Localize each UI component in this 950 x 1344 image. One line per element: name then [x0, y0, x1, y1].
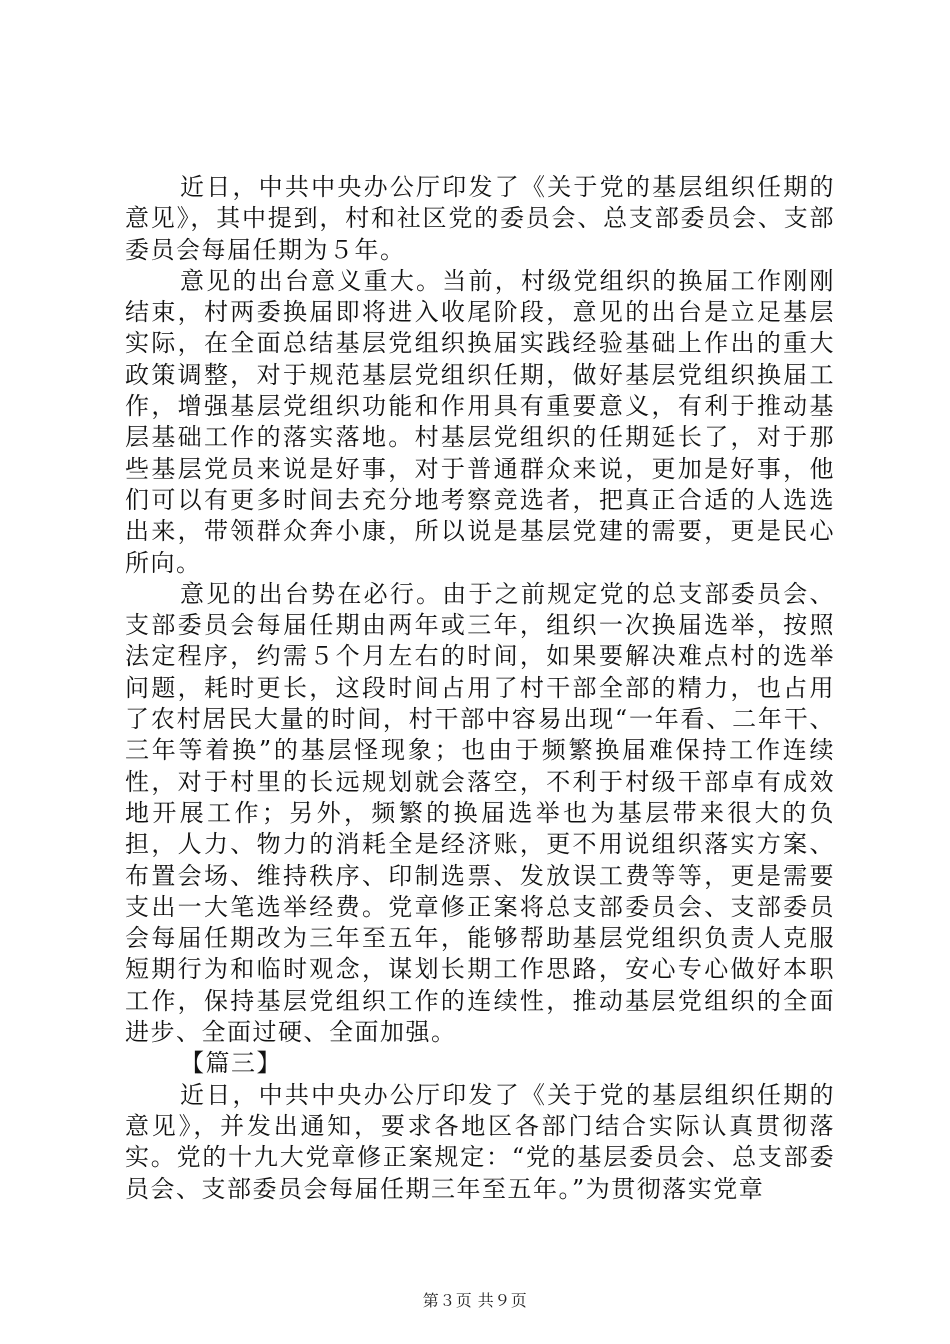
document-body: [125, 172, 835, 1205]
paragraph-1: 近日，中共中央办公厅印发了《关于党的基层组织任期的意见》，其中提到，村和社区党的委员会、总支部委员会、支部委员会每届任期为５年。: [125, 173, 835, 264]
page-number-footer: 第３页 共９页: [422, 1291, 528, 1310]
paragraph-2: 意见的出台意义重大。当前，村级党组织的换届工作刚刚结束，村两委换届即将进入收尾阶段，意见的出台是立足基层实际，在全面总结基层党组织换届实践经验基础上作出的重大政策调整，对于规范基层党组织任期，做好基层党组织换届工作，增强基层党组织功能和作用具有重要意义，有利于推动基层基础工作的落实落地。村基层党组织的任期延长了，对于那些基层党员来说是好事，对于普通群众来说，更加是好事，他们可以有更多时间去充分地考察竞选者，把真正合适的人选选出来，带领群众奔小康，所以说是基层党建的需要，更是民心所向。: [125, 266, 835, 577]
paragraph-4: 近日，中共中央办公厅印发了《关于党的基层组织任期的意见》，并发出通知，要求各地区各部门结合实际认真贯彻落实。党的十九大党章修正案规定：“党的基层委员会、总支部委员会、支部委员会每届任期三年至五年。”为贯彻落实党章: [125, 1080, 835, 1203]
section-heading: 【篇三】: [180, 1049, 282, 1078]
paragraph-3: 意见的出台势在必行。由于之前规定党的总支部委员会、支部委员会每届任期由两年或三年，组织一次换届选举，按照法定程序，约需５个月左右的时间，如果要解决难点村的选举问题，耗时更长，这段时间占用了村干部全部的精力，也占用了农村居民大量的时间，村干部中容易出现“一年看、二年干、三年等着换”的基层怪现象；也由于频繁换届难保持工作连续性，对于村里的长远规划就会落空，不利于村级干部卓有成效地开展工作；另外，频繁的换届选举也为基层带来很大的负担，人力、物力的消耗全是经济账，更不用说组织落实方案、布置会场、维持秩序、印制选票、发放误工费等等，更是需要支出一大笔选举经费。党章修正案将总支部委员会、支部委员会每届任期改为三年至五年，能够帮助基层党组织负责人克服短期行为和临时观念，谋划长期工作思路，安心专心做好本职工作，保持基层党组织工作的连续性，推动基层党组织的全面进步、全面过硬、全面加强。: [125, 579, 835, 1047]
